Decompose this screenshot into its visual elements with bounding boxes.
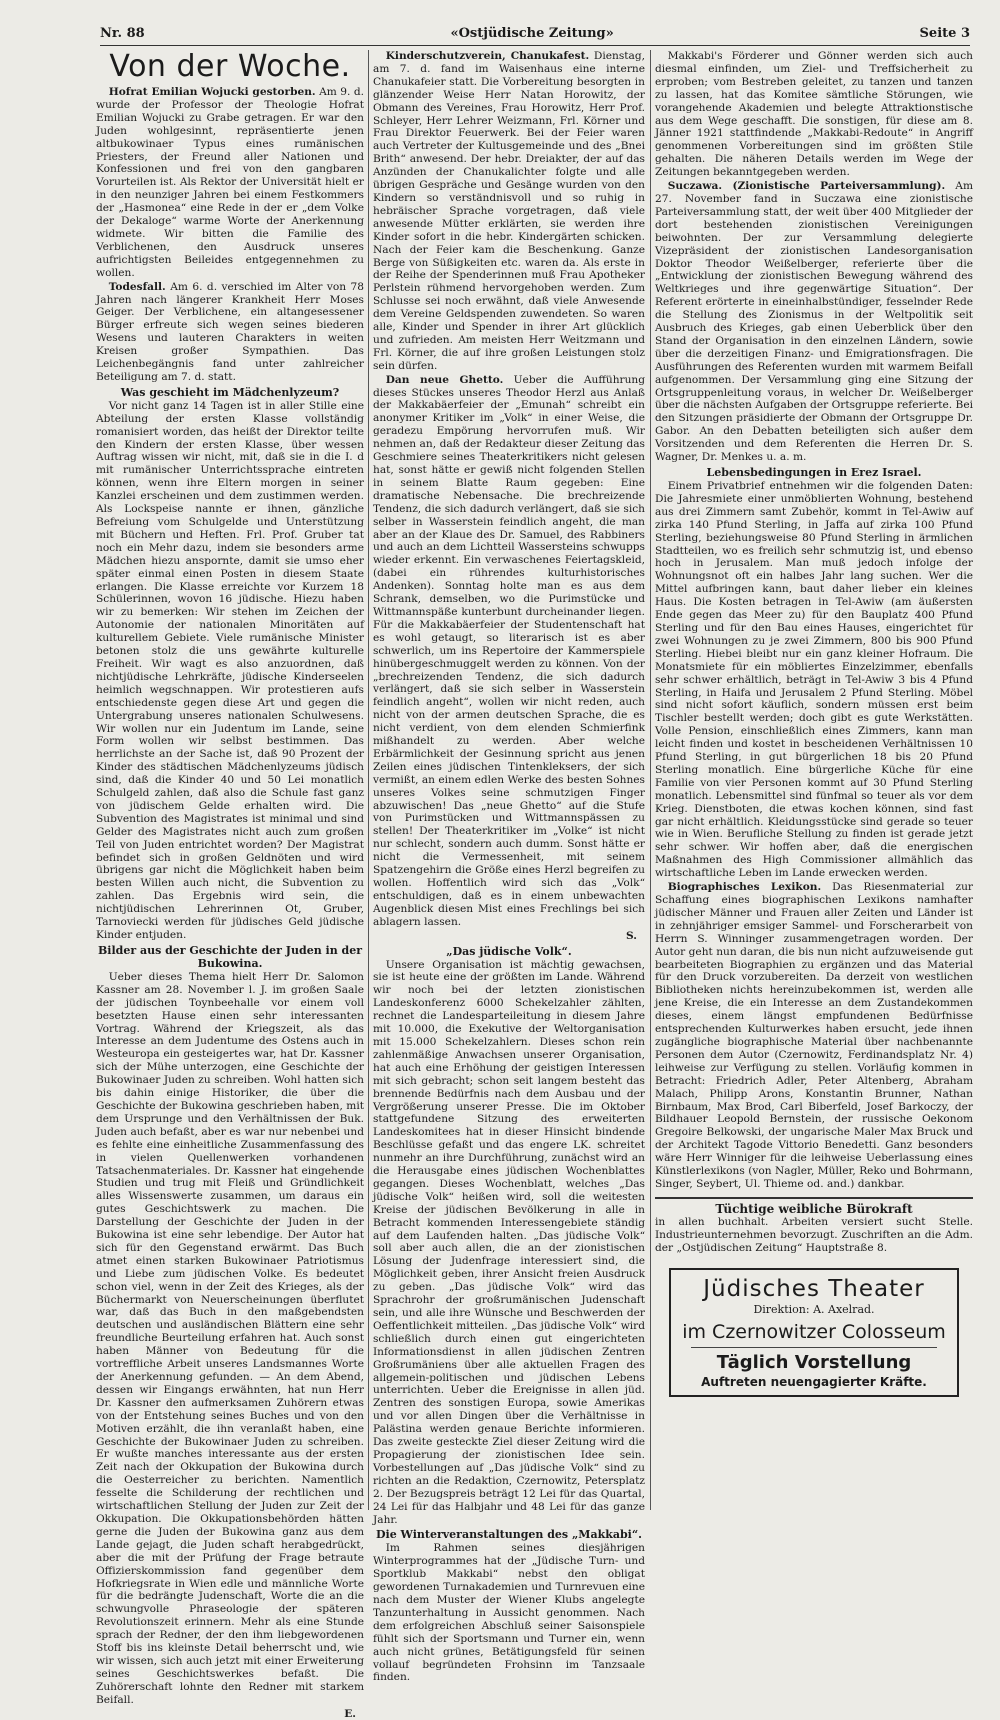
column-3-articles [655, 50, 973, 1191]
column-divider [650, 50, 651, 1510]
article-title: Lebensbedingungen in Erez Israel. [706, 466, 922, 479]
article [373, 374, 645, 943]
article [655, 881, 973, 1191]
article-body [655, 480, 973, 880]
article-body [373, 959, 645, 1527]
article-title: Was geschieht im Mädchenlyzeum? [120, 385, 340, 399]
article-title: „Das jüdische Volk“. [446, 944, 572, 958]
classified-headline: Tüchtige weibliche Bürokraft [715, 1201, 913, 1216]
article-headline: Hofrat Emilian Wojucki gestorben. [108, 86, 316, 98]
issue-number: Nr. 88 [100, 25, 145, 41]
column-3 [655, 50, 973, 1510]
column-1-articles [96, 86, 364, 1720]
article-text: Das Riesenmaterial zur Schaffung eines biographischen Lexikons namhafter jüdischer Männer und Frauen aller Zeiten und Länder ist in zehnjähriger emsiger Sammel- und Forscherarbeit von Herrn S. Winninger zusammengetragen worden. Der Autor geht nun daran, die bis nun nicht aufzuweisende gut bearbeiteten Biographien zu ergänzen und das Material für den Druck vorzubereiten. Da derzeit von westlichen Bibliotheken nichts hereinzubekommen ist, werden alle jene Kreise, die ein Interesse an dem Zustandekommen dieses, einem längst empfundenen Bedürfnisse entsprechenden Kulturwerkes haben ersucht, jede ihnen zugängliche biographische Material über nachbenannte Personen dem Autor (Czernowitz, Ferdinandsplatz Nr. 4) leihweise zur Verfügung zu stellen. Vorläufig kommen in Betracht: Friedrich Adler, Peter Altenberg, Abraham Malach, Philipp Arons, Konstantin Brunner, Nathan Birnbaum, Max Brod, Carl Biberfeld, Josef Barkoczy, der Bildhauer Leopold Bernstein, der russische Oekonom Gregoire Belkowski, der ungarische Maler Max Bruck und der Architekt Tagode Vittorio Benedetti. Ganz besonders wäre Herr Winniger für die leihweise Ueberlassung eines Künstlerlexikons (von Nagler, Müller, Reko und Bohrmann, Singer, Seybert, Ul. Thieme od. and.) dankbar. [655, 881, 973, 1190]
article-text: Ueber die Aufführung dieses Stückes unseres Theodor Herzl aus Anlaß der Makkabäerfeier der „Emunah“ schreibt ein anonymer Kritiker im „Volk“ in einer Weise, die geradezu Empörung hervorrufen muß. Wir nehmen an, daß der Redakteur dieser Zeitung das Geschmiere seines Theaterkritikers nicht gelesen hat, sonst hätte er gewiß nicht folgenden Stellen in seinem Blatte Raum gegeben: Eine dramatische Nebensache. Die brechreizende Tendenz, die sich dadurch verlängert, daß sie sich selber in Wasserstein feindlich angeht, die man aber an der Klaue des Dr. Samuel, des Rabbiners und auch an dem Lichtteil Wassersteins schwupps wieder erkennt. Ein verwaschenes Feiertagskleid, (dabei ein rührendes kulturhistorisches Andenken). Sonntag holte man es aus dem Schrank, demselben, wo die Purimstücke und Wittmannspäße kunterbunt durcheinander liegen. Für die Makkabäerfeier der Studentenschaft hat es wohl getaugt, so literarisch ist es aber schwerlich, um ins Repertoire der Kammerspiele hinübergeschmuggelt werden zu können. Von der „brechreizenden Tendenz, die sich dadurch verlängert, daß sie sich selber in Wasserstein feindlich angeht“, wollen wir nicht reden, auch nicht von der armen deutschen Sprache, die es nicht verdient, von dem elenden Schmierfink mißhandelt zu werden. Aber welche Erbärmlichkeit der Gesinnung spricht aus jenen Zeilen eines jüdischen Tintenkleksers, der sich vermißt, an einem edlen Werke des besten Sohnes unseres Volkes seine schmutzigen Finger abzuwischen! Das „neue Ghetto“ auf die Stufe von Purimstücken und Wittmannspässen zu stellen! Der Theaterkritiker im „Volke“ ist nicht nur schlecht, sondern auch dumm. Sonst hätte er nicht die Vermessenheit, mit seinem Spatzengehirn die Größe eines Herzl begreifen zu wollen. Hoffentlich wird sich das „Volk“ entschuldigen, daß es in einem unbewachten Augenblick diesen Mist eines Frechlings bei sich ablagern lassen. [373, 373, 646, 928]
article [655, 466, 973, 880]
article [655, 50, 973, 179]
article-text: Am 9. d. wurde der Professor der Theologie Hofrat Emilian Wojucki zu Grabe getragen. Er war den Juden wohlgesinnt, repräsentierte jenen altbukowinaer Typus eines rumänischen Priesters, der Freund aller Nationen und Konfessionen und frei von den gangbaren Vorurteilen ist. Als Rektor der Universität hielt er in den neunziger Jahren bei einem Festkommers der „Hasmonea“ eine Rede in der er „dem Volke der Dekaloge“ warme Worte der Anerkennung widmete. Wir bitten die Familie des Verblichenen, den Ausdruck unseres aufrichtigsten Beileides entgegennehmen zu wollen. [96, 86, 364, 279]
column-1 [96, 49, 365, 1720]
article-headline: Suczawa. (Zionistische Parteiversammlung). [667, 180, 946, 193]
article [373, 945, 645, 1527]
theater-tagline: Auftreten neuengagierter Kräfte. [701, 1375, 927, 1390]
article-text: Am 6. d. verschied im Alter von 78 Jahren nach längerer Krankheit Herr Moses Geiger. Der Verblichene, ein altangesessener Bürger erfreute sich wegen seines biederen Wesens und lauteren Charakters in weiten Kreisen großer Sympathien. Das Leichenbegängnis fand unter zahlreicher Beteiligung am 7. d. statt. [96, 280, 365, 383]
theater-daily-performance: Täglich Vorstellung [716, 1352, 912, 1374]
article-text: Vor nicht ganz 14 Tagen ist in aller Stille eine Abteilung der ersten Klasse vollständig romanisiert worden, das heißt der Direktor teilte den Kindern der ersten Klasse, über wessen Auftrag wissen wir nicht, mit, daß sie in die I. d mit rumänischer Unterrichtssprache eintreten können, wenn ihre Eltern morgen in seiner Kanzlei erscheinen und dem zustimmen werden. Als Lockspeise nannte er ihnen, gänzliche Befreiung vom Schulgelde und Unterstützung mit Büchern und Heften. Frl. Prof. Gruber tat noch ein Mehr dazu, indem sie besonders arme Mädchen hiezu anspornte, damit sie umso eher später einmal einen Posten in diesem Staate erlangen. Die Klasse erreichte vor Kurzem 18 Schülerinnen, wovon 16 jüdische. Hiezu haben wir zu bemerken: Wir stehen im Zeichen der Autonomie der nationalen Minoritäten auf kulturellem Gebiete. Viele rumänische Minister betonen stolz die uns gewährte kulturelle Freiheit. Wir wagt es also anzuordnen, daß nichtjüdische Lehrkräfte, jüdische Kinderseelen heimlich wegschnappen. Wir protestieren aufs entschiedenste gegen diese Art und gegen die Untergrabung unseres nationalen Schulwesens. Wir wollen nur ein Judentum im Lande, seine Form wollen wir selbst bestimmen. Das herrlichste an der Sache ist, daß 90 Prozent der Kinder des städtischen Mädchenlyzeums jüdisch sind, daß die Kinder 40 und 50 Lei monatlich Schulgeld zahlen, daß also die Schule fast ganz von jüdischem Gelde erhalten wird. Die Subvention des Magistrates ist minimal und sind Gelder des Magistrates nicht auch zum großen Teil von Juden entrichtet worden? Der Magistrat befindet sich in großen Geldnöten und wird übrigens gar nicht die Möglichkeit haben beim besten Willen auch nicht, die Subvention zu zahlen. Das Ergebnis wird sein, die nichtjüdischen Lehrerinnen Ot, Gruber, Tarnoviecki werden für jüdisches Geld jüdische Kinder entjuden. [96, 399, 364, 941]
article-body [96, 86, 364, 280]
article-text: Unsere Organisation ist mächtig gewachsen, sie ist heute eine der größten im Lande. Während wir noch bei der letzten zionistischen Landeskonferenz 6000 Schekelzahler zählten, rechnet die Landesparteileitung in diesem Jahre mit 10.000, die Exekutive der Weltorganisation mit 15.000 Schekelzahlern. Dieses schon rein zahlenmäßige Anwachsen unserer Organisation, hat auch eine Erhöhung der geistigen Interessen mit sich gebracht; schon seit langem besteht das brennende Bedürfnis nach dem Ausbau und der Vergrößerung unserer Presse. Die im Oktober stattgefundene Sitzung des erweiterten Landeskomitees hat in dieser Hinsicht bindende Beschlüsse gefaßt und das engere LK. schreitet nunmehr an ihre Durchführung, zunächst wird an die Herausgabe eines jüdischen Wochenblattes gegangen. Dieses Wochenblatt, welches „Das jüdische Volk“ heißen wird, soll die weitesten Kreise der jüdischen Bevölkerung in alle in Betracht kommenden Interessengebiete ständig auf dem Laufenden halten. „Das jüdische Volk“ soll aber auch allen, die an der zionistischen Lösung der Judenfrage interessiert sind, die Möglichkeit geben, ihrer Ansicht freien Ausdruck zu geben. „Das jüdische Volk“ wird das Sprachrohr der großrumänischen Judenschaft sein, und alle ihre Wünsche und Beschwerden der Oeffentlichkeit mitteilen. „Das jüdische Volk“ wird schließlich durch einen gut eingerichteten Informationsdienst in allen jüdischen Zentren Großrumäniens über alle aktuellen Fragen des allgemein-politischen und jüdischen Lebens unterrichten. Ueber die Ereignisse in allen jüd. Zentren des sonstigen Europa, sowie Amerikas und vor allen Dingen über die Verhältnisse in Palästina werden genaue Berichte informieren. Das zweite gesteckte Ziel dieser Zeitung wird die Propagierung der zionistischen Idee sein. Vorbestellungen auf „Das jüdische Volk“ sind zu richten an die Redaktion, Czernowitz, Petersplatz 2. Der Bezugspreis beträgt 12 Lei für das Quartal, 24 Lei für das Halbjahr und 48 Lei für das ganze Jahr. [373, 958, 645, 1526]
article-headline: Kinderschutzverein, Chanukafest. [385, 50, 590, 62]
article-headline: Biographisches Lexikon. [667, 881, 822, 894]
article [96, 944, 364, 1720]
column-2-articles [373, 50, 645, 1684]
article-text: Ueber dieses Thema hielt Herr Dr. Salomon Kassner am 28. November l. J. im großen Saale der jüdischen Toynbeehalle vor einem voll besetzten Hause einen sehr interessanten Vortrag. Während der Kriegszeit, als das Interesse an dem Judentume des Ostens auch in Westeuropa ein gesteigertes war, hat Dr. Kassner sich der Mühe unterzogen, eine Geschichte der Bukowinaer Juden zu schreiben. Wohl hatten sich bis dahin einige Historiker, die über die Geschichte der Bukowina geschrieben haben, mit dem Ursprunge und den Verhältnissen der Buk. Juden auch befaßt, aber es war nur nebenbei und es fehlte eine einheitliche Zusammenfassung des in vielen Quellenwerken vorhandenen Tatsachenmateriales. Dr. Kassner hat eingehende Studien und trug mit Fleiß und Gründlichkeit alles Wissenswerte zusammen, um daraus ein gutes Geschichtswerk zu machen. Die Darstellung der Geschichte der Juden in der Bukowina ist eine sehr lebendige. Der Autor hat sich für den Gegenstand erwärmt. Das Buch atmet einen starken Bukowinaer Patriotismus und Liebe zum jüdischen Volke. Es bedeutet schon viel, wenn in der Zeit des Krieges, als der Büchermarkt von Neuerscheinungen überflutet war, daß das Buch in den maßgebendsten deutschen und ausländischen Blättern eine sehr freundliche Beurteilung erfahren hat. Auch sonst haben Männer von Bedeutung für die vortreffliche Arbeit unseres Landsmannes Worte der Anerkennung gefunden. — An dem Abend, dessen wir Eingangs erwähnten, hat nun Herr Dr. Kassner den aufmerksamen Zuhörern etwas von der Entstehung seines Buches und von den Motiven erzählt, die ihn veranlaßt haben, eine Geschichte der Bukowinaer Juden zu schreiben. Er wußte manches interessante aus der ersten Zeit nach der Okkupation der Bukowina durch die Oesterreicher zu berichten. Namentlich fesselte die Schilderung der rechtlichen und wirtschaftlichen Stellung der Juden zur Zeit der Okkupation. Die Okkupationsbehörden hätten gerne die Juden der Bukowina ganz aus dem Lande gejagt, die Juden schaft herabgedrückt, aber die mit der Prüfung der Frage betraute Offizierskommission fand gegenüber dem Hofkriegsrate in Wien edle und männliche Worte für die bedrängte Judenschaft, Worte die an die schwungvolle Phraseologie der späteren Revolutionszeit erinnern. Mehr als eine Stunde sprach der Redner, der den ihm liebgewordenen Stoff bis ins kleinste Detail beherrscht und, wie wir wissen, sich auch jetzt mit einer Erweiterung seines Geschichtswerkes befaßt. Die Zuhörerschaft lohnte den Redner mit starkem Beifall. [96, 970, 364, 1706]
theater-direction: Direktion: A. Axelrad. [753, 1303, 875, 1317]
article-text: Im Rahmen seines diesjährigen Winterprogrammes hat der „Jüdische Turn- und Sportklub Makkabi“ nebst den obligat gewordenen Turnakademien und Turnrevuen eine nach dem Muster der Wiener Klubs angelegte Tanzunterhaltung in Aussicht genommen. Nach dem erfolgreichen Abschluß seiner Saisonspiele fühlt sich der Sportsmann und Turner ein, wenn auch nicht grünes, Betätigungsfeld für seinen vollauf begründeten Frohsinn im Tanzsaale finden. [373, 1542, 645, 1684]
article-body [655, 881, 973, 1191]
article-text: Einem Privatbrief entnehmen wir die folgenden Daten: Die Jahresmiete einer unmöblierten Wohnung, bestehend aus drei Zimmern samt Zubehör, kommt in Tel-Awiw auf zirka 140 Pfund Sterling, in Jaffa auf zirka 100 Pfund Sterling, beziehungsweise 80 Pfund Sterling in ärmlichen Stadtteilen, wo es freilich sehr schmutzig ist, und ebenso hoch in Jerusalem. Man muß jedoch infolge der Wohnungsnot oft ein halbes Jahr lang suchen. Wer die Mittel aufbringen kann, baut daher lieber ein kleines Haus. Die Kosten betragen in Tel-Awiw (am äußersten Ende gegen das Meer zu) für den Bauplatz 400 Pfund Sterling und für den Bau eines Hauses, eingerichtet für zwei Wohnungen zu je zwei Zimmern, 800 bis 900 Pfund Sterling. Hiebei bleibt nur ein ganz kleiner Hofraum. Die Monatsmiete für ein möbliertes Einzelzimmer, ebenfalls sehr schwer erhältlich, beträgt in Tel-Awiw 3 bis 4 Pfund Sterling, in Haifa und Jerusalem 2 Pfund Sterling. Möbel sind nicht sofort käuflich, sondern müssen erst beim Tischler bestellt werden; doch gibt es gute Werkstätten. Volle Pension, einschließlich eines Zimmers, kann man leicht finden und kostet in bescheidenen Verhältnissen 10 Pfund Sterling, in gut bürgerlichen 18 bis 20 Pfund Sterling monatlich. Eine bürgerliche Küche für eine Familie von vier Personen kommt auf 30 Pfund Sterling monatlich. Lebensmittel sind fünfmal so teuer als vor dem Krieg. Dienstboten, die etwas kochen können, sind fast gar nicht erhältlich. Kleidungsstücke sind gerade so teuer wie in Wien. Berufliche Stellung zu finden ist gerade jetzt sehr schwer. Wir hoffen aber, daß die energischen Maßnahmen des High Commissioner allmählich das wirtschaftliche Leben im Lande erwecken werden. [655, 480, 973, 880]
theater-venue: im Czernowitzer Colosseum [682, 1321, 946, 1344]
article [96, 386, 364, 942]
article-body [373, 374, 645, 929]
running-head [100, 24, 970, 46]
article-body [655, 50, 973, 179]
page-number: Seite 3 [919, 25, 970, 41]
article-body [373, 50, 645, 373]
classified-ad [655, 1197, 973, 1255]
article-signature: E. [344, 1707, 356, 1720]
article-headline: Dan neue Ghetto. [385, 373, 504, 386]
article-text: Am 27. November fand in Suczawa eine zionistische Parteiversammlung statt, der weit über 400 Mitglieder der dort bestehenden zionistischen Vereinigungen beiwohnten. Der zur Versammlung delegierte Vizepräsident der zionistischen Landesorganisation Doktor Theodor Weißelberger, referierte über die „Entwicklung der zionistischen Bewegung während des Weltkrieges und ihre gegenwärtige Situation“. Der Referent erörterte in eineinhalbstündiger, fesselnder Rede die Stellung des Zionismus in der Weltpolitik seit Ausbruch des Krieges, gab einen Ueberblick über den Stand der Organisation in den einzelnen Ländern, sowie über die derzeitigen Finanz- und Emigrationsfragen. Die Ausführungen des Referenten wurden mit warmem Beifall aufgenommen. Der Versammlung ging eine Sitzung der Ortsgruppenleitung voraus, in welcher Dr. Weißelberger über die nächsten Aufgaben der Ortsgruppe referierte. Bei den Sitzungen präsidierte der Obmann der Ortsgruppe Dr. Gabor. An den Debatten beteiligten sich außer dem Vorsitzenden und dem Referenten die Herren Dr. S. Wagner, Dr. Menkes u. a. m. [655, 180, 973, 464]
article-signature: S. [626, 929, 637, 942]
classified-text: in allen buchhalt. Arbeiten versiert sucht Stelle. Industrieunternehmen bevorzugt. Zuschriften an die Adm. der „Ostjüdischen Zeitung“ Hauptstraße 8. [655, 1215, 973, 1254]
article-body [655, 180, 973, 464]
article-text: Makkabi's Förderer und Gönner werden sich auch diesmal einfinden, um Ziel- und Treffsicherheit zu erproben; vom Bestreben geleitet, zu tanzen und tanzen zu lassen, hat das Komitee sämtliche Störungen, wie vorangehende Akademien und belegte Attraktionstische aus dem Wege geschafft. Die sonstigen, für diese am 8. Jänner 1921 stattfindende „Makkabi-Redoute“ in Angriff genommenen Vorbereitungen sind im größten Stile gehalten. Die näheren Details werden im Wege der Zeitungen bekanntgegeben werden. [655, 50, 973, 179]
theater-advertisement [669, 1268, 959, 1397]
article [655, 180, 973, 464]
article [96, 281, 364, 384]
article-body [96, 971, 364, 1707]
column-divider [368, 50, 369, 1510]
column-2 [373, 50, 646, 1684]
article-body [373, 1542, 645, 1684]
article-body [96, 400, 364, 942]
theater-name: Jüdisches Theater [703, 1276, 925, 1303]
article [373, 1528, 645, 1684]
ad-divider [691, 1347, 937, 1348]
article [373, 50, 645, 373]
section-title: Von der Woche. [109, 49, 351, 84]
article-title: Die Winterveranstaltungen des „Makkabi“. [376, 1528, 642, 1542]
article-title: Bilder aus der Geschichte der Juden in der Bukowina. [97, 943, 363, 970]
article-body [96, 281, 364, 384]
newspaper-name: «Ostjüdische Zeitung» [450, 25, 614, 41]
article [96, 86, 364, 280]
article-text: Dienstag, am 7. d. fand im Waisenhaus eine interne Chanukafeier statt. Die Vorbereitung besorgten in glänzender Weise Herr Natan Horowitz, der Obmann des Vereines, Frau Horowitz, Herr Prof. Schleyer, Herr Lehrer Weizmann, Frl. Körner und Frau Direktor Feuerwerk. Bei der Feier waren auch Vertreter der Kultusgemeinde und des „Bnei Brith“ anwesend. Der hebr. Dreiakter, der auf das Anzünden der Chanukalichter folgte und alle übrigen Gespräche und Gesänge wurden von den Kindern so verständnisvoll und so ruhig in hebräischer Sprache vorgetragen, daß viele anwesende Mütter erklärten, sie werden ihre Kinder sofort in die hebr. Kindergärten schicken. Nach der Feier kam die Beschenkung. Ganze Berge von Süßigkeiten etc. waren da. Als erste in der Reihe der Spenderinnen muß Frau Apotheker Perlstein rühmend hervorgehoben werden. Zum Schlusse sei noch erwähnt, daß viele Anwesende dem Vereine Geldspenden zuwendeten. So waren alle, Kinder und Spender in ihrer Art glücklich und zufrieden. Am meisten Herr Weitzmann und Frl. Körner, die auf ihre großen Leistungen stolz sein dürfen. [373, 50, 645, 372]
article-headline: Todesfall. [108, 280, 166, 293]
